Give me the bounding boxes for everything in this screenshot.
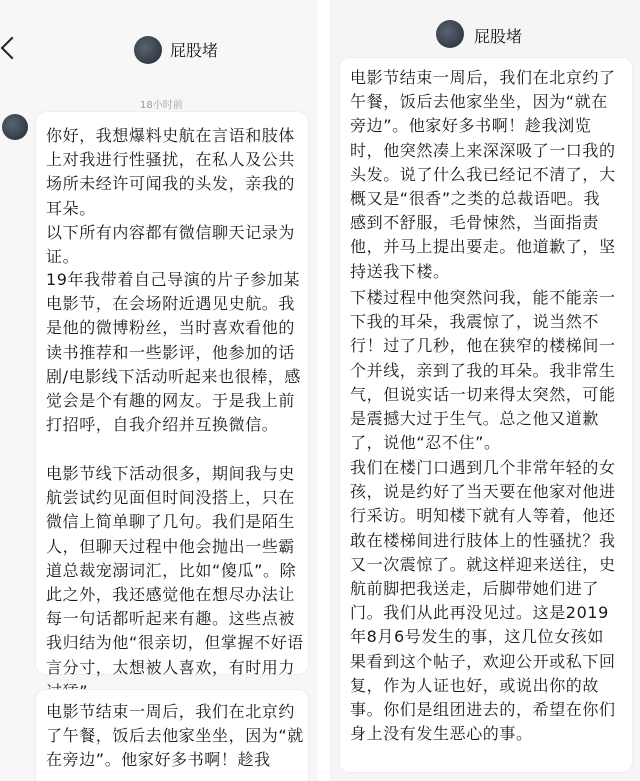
message-paragraph: 下楼过程中他突然问我，能不能亲一下我的耳朵，我震惊了，说当然不行！过了几秒，他在狭窄的楼梯间一个并线，亲到了我的耳朵。我非常生气，但说实话一切来得太突然，可能是震撼大过于生气。总之他又道歉了，说他“忍不住”。: [350, 288, 616, 453]
chat-header: [330, 0, 640, 60]
message-paragraph: 19年我带着自己导演的片子参加某电影节，在会场附近遇见史航。我是他的微博粉丝，当时喜欢看他的读书推荐和一些影评，他参加的话剧/电影线下活动听起来也很棒，感觉会是个有趣的网友。于是我上前打招呼，自我介绍并互换微信。: [46, 270, 301, 435]
back-arrow-icon[interactable]: [1, 37, 24, 60]
message-paragraph: 电影节结束一周后，我们在北京约了午餐，饭后去他家坐坐，因为“就在旁边”。他家好多书啊！趁我浏览时，他突然凑上来深深吸了一口我的头发。说了什么我已经记不清了，大概又是“很香”之类的总裁语吧。我感到不舒服，毛骨悚然，当面指责他，并马上提出要走。他道歉了，坚持送我下楼。: [350, 68, 616, 281]
contact-avatar[interactable]: [436, 20, 464, 48]
message-timestamp: 18小时前: [140, 100, 183, 111]
message-bubble: [340, 58, 632, 772]
sender-avatar[interactable]: [2, 114, 28, 140]
right-chat-screenshot: [330, 0, 640, 781]
message-paragraph: 电影节结束一周后，我们在北京约了午餐，饭后去他家坐坐，因为“就在旁边”。他家好多书啊！趁我: [46, 702, 304, 770]
panel-divider: [318, 0, 330, 781]
message-paragraph: 我们在楼门口遇到几个非常年轻的女孩，说是约好了当天要在他家对他进行采访。明知楼下就有人等着，他还敢在楼梯间进行肢体上的性骚扰？我又一次震惊了。就这样迎来送往，史航前脚把我送走，后脚带她们进了门。我们从此再没见过。这是2019年8月6号发生的事，这几位女孩如果看到这个帖子，欢迎公开或私下回复，作为人证也好，或说出你的故事。你们是组团进去的，希望在你们身上没有发生恶心的事。: [350, 458, 616, 744]
message-bubble: [36, 690, 308, 781]
contact-name: 屁股堵: [170, 41, 219, 60]
contact-avatar[interactable]: [134, 36, 162, 64]
message-bubble: [36, 112, 308, 677]
message-paragraph: 电影节线下活动很多，期间我与史航尝试约见面但时间没搭上，只在微信上简单聊了几句。我们是陌生人，但聊天过程中他会抛出一些霸道总裁宠溺词汇，比如“傻瓜”。除此之外，我还感觉他在想尽办法让每一句话都听起来有趣。这些点被我归结为他“很亲切，但掌握不好语言分寸，太想被人喜欢，有时用力: [46, 464, 304, 677]
contact-name: 屁股堵: [474, 27, 523, 46]
message-paragraph: 你好，我想爆料史航在言语和肢体上对我进行性骚扰，在私人及公共场所未经许可闻我的头发，亲我的耳朵。 以下所有内容都有微信聊天记录为证。: [46, 126, 296, 267]
chat-header: [0, 0, 318, 84]
left-chat-screenshot: [0, 0, 318, 781]
